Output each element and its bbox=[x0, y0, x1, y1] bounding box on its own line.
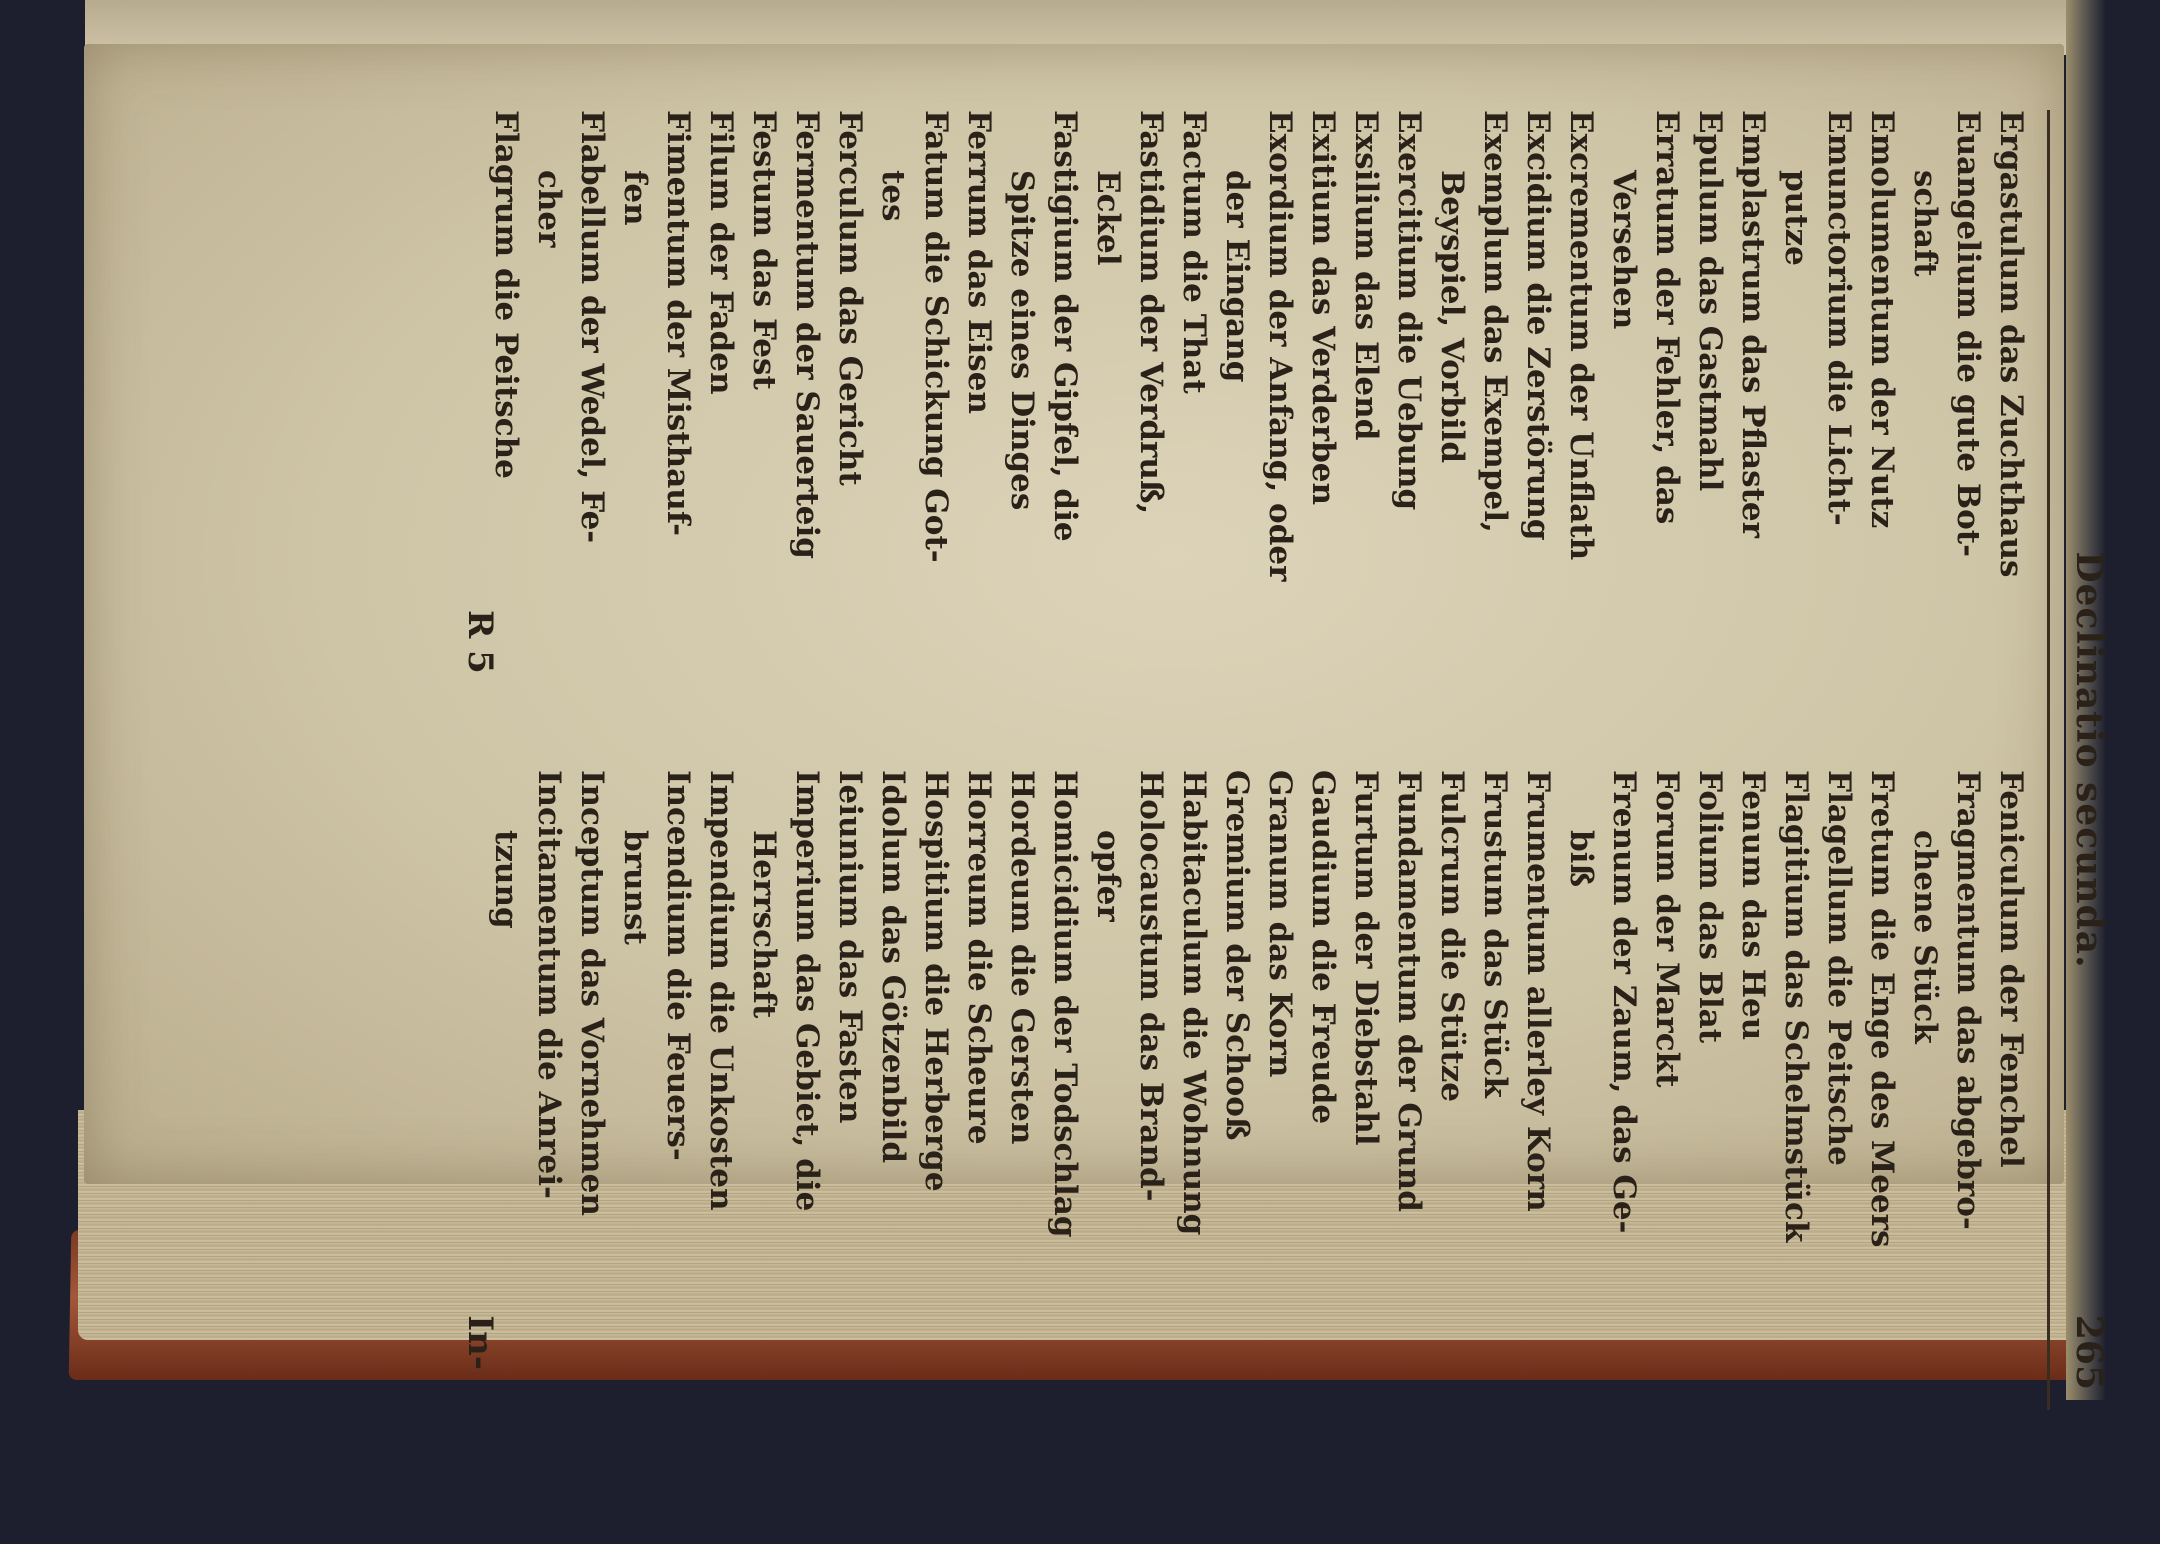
entry-text: Frumentum allerley Korn bbox=[1520, 770, 1556, 1212]
entry-text: Festum das Fest bbox=[746, 110, 782, 390]
entry-text: Frenum der Zaum, das Ge- bbox=[1606, 770, 1642, 1234]
entry-continuation: tzung bbox=[488, 830, 524, 929]
entry-text: Filum der Faden bbox=[703, 110, 739, 395]
entry-text: Excidium die Zerstörung bbox=[1520, 110, 1556, 541]
vocab-entry bbox=[1258, 770, 1301, 1390]
vocab-entry bbox=[871, 770, 914, 1390]
vocab-entry bbox=[1559, 110, 1602, 730]
vocab-entry bbox=[828, 110, 871, 730]
entry-text: Fastigium der Gipfel, die bbox=[1047, 110, 1083, 542]
entry-text: Hordeum die Gersten bbox=[1004, 770, 1040, 1145]
catchword: In- bbox=[460, 1315, 500, 1370]
vocab-entry bbox=[484, 770, 570, 1390]
entry-text: Flabellum der Wedel, Fe- bbox=[574, 110, 610, 544]
vocab-entry bbox=[699, 110, 742, 730]
entry-continuation: Eckel bbox=[1090, 170, 1126, 266]
entry-text: Inceptum das Vornehmen bbox=[574, 770, 610, 1216]
entry-continuation: schaft bbox=[1907, 170, 1943, 277]
entry-text: Holocaustum das Brand- bbox=[1133, 770, 1169, 1202]
vocab-entry bbox=[742, 770, 828, 1390]
entry-text: Exemplum das Exempel, bbox=[1477, 110, 1513, 533]
vocab-entry bbox=[828, 770, 871, 1390]
entry-text: Furtum der Diebstahl bbox=[1348, 770, 1384, 1146]
entry-continuation: cher bbox=[531, 170, 567, 248]
vocab-entry bbox=[1086, 770, 1172, 1390]
entry-continuation: der Eingang bbox=[1219, 170, 1255, 383]
entry-text: Granum das Korn bbox=[1262, 770, 1298, 1078]
entry-text: Fretum die Enge des Meers bbox=[1864, 770, 1900, 1248]
entry-continuation: opfer bbox=[1090, 830, 1126, 922]
vocab-entry bbox=[1989, 110, 2032, 730]
entry-text: Fenum das Heu bbox=[1735, 770, 1771, 1041]
entry-continuation: fen bbox=[617, 170, 653, 226]
entry-text: Erratum der Fehler, das bbox=[1649, 110, 1685, 525]
right-column bbox=[484, 770, 2032, 1390]
vocab-entry bbox=[527, 110, 613, 730]
entry-text: Exordium der Anfang, oder bbox=[1262, 110, 1298, 582]
vocab-entry bbox=[1473, 770, 1516, 1390]
vocab-entry bbox=[570, 770, 613, 1390]
entry-text: Exsilium das Elend bbox=[1348, 110, 1384, 441]
vocab-entry bbox=[1817, 770, 1860, 1390]
vocab-entry bbox=[613, 770, 699, 1390]
entry-text: Incendium die Feuers- bbox=[660, 770, 696, 1161]
entry-continuation: brunst bbox=[617, 830, 653, 945]
vocab-entry bbox=[1559, 770, 1645, 1390]
entry-text: Forum der Marckt bbox=[1649, 770, 1685, 1088]
page-title: Declinatio secunda. bbox=[2068, 551, 2110, 969]
vocab-entry bbox=[1860, 770, 1903, 1390]
entry-text: Imperium das Gebiet, die bbox=[789, 770, 825, 1212]
vocab-entry bbox=[1086, 110, 1172, 730]
vocab-entry bbox=[699, 770, 742, 1390]
entry-text: Hospitium die Herberge bbox=[918, 770, 954, 1192]
page-number: 265 bbox=[2068, 1314, 2110, 1390]
vocab-entry bbox=[1731, 110, 1774, 730]
entry-text: Fastidium der Verdruß, bbox=[1133, 110, 1169, 515]
entry-continuation: Beyspiel, Vorbild bbox=[1434, 170, 1470, 464]
entry-text: Factum die That bbox=[1176, 110, 1212, 394]
vocab-entry bbox=[1602, 110, 1688, 730]
vocab-entry bbox=[1688, 770, 1731, 1390]
vocab-entry bbox=[613, 110, 699, 730]
entry-text: Flagrum die Peitsche bbox=[488, 110, 524, 479]
entry-text: Impendium die Unkosten bbox=[703, 770, 739, 1211]
vocab-entry bbox=[1688, 110, 1731, 730]
vocab-entry bbox=[1430, 110, 1516, 730]
vocab-entry bbox=[957, 110, 1000, 730]
vocab-entry bbox=[1645, 770, 1688, 1390]
vocab-entry bbox=[1000, 110, 1086, 730]
entry-text: Ferculum das Gericht bbox=[832, 110, 868, 486]
entry-text: Fulcrum die Stütze bbox=[1434, 770, 1470, 1102]
running-head bbox=[2050, 110, 2110, 1410]
page-text-block bbox=[50, 110, 2150, 1410]
entry-text: Euangelium die gute Bot- bbox=[1950, 110, 1986, 557]
entry-text: Homicidium der Todschlag bbox=[1047, 770, 1083, 1238]
vocab-entry bbox=[1172, 110, 1215, 730]
vocab-entry bbox=[914, 770, 957, 1390]
left-column bbox=[484, 110, 2032, 730]
vocab-entry bbox=[742, 110, 785, 730]
entry-text: Flagellum die Peitsche bbox=[1821, 770, 1857, 1166]
entry-text: Gaudium die Freude bbox=[1305, 770, 1341, 1125]
head-rule bbox=[2047, 110, 2050, 1410]
entry-text: Fragmentum das abgebro- bbox=[1950, 770, 1986, 1230]
vocab-entry bbox=[1430, 770, 1473, 1390]
entry-text: Epulum das Gastmahl bbox=[1692, 110, 1728, 492]
entry-continuation: tes bbox=[875, 170, 911, 222]
vocab-entry bbox=[1172, 770, 1215, 1390]
entry-text: Emunctorium die Licht- bbox=[1821, 110, 1857, 526]
entry-text: Gremium der Schooß bbox=[1219, 770, 1255, 1141]
entry-text: Ferrum das Eisen bbox=[961, 110, 997, 414]
vocab-entry bbox=[1731, 770, 1774, 1390]
vocab-entry bbox=[1344, 110, 1387, 730]
entry-continuation: Spitze eines Dinges bbox=[1004, 170, 1040, 511]
vocab-entry bbox=[1215, 110, 1301, 730]
vocab-entry bbox=[1516, 770, 1559, 1390]
entry-text: Exitium das Verderben bbox=[1305, 110, 1341, 506]
signature-mark: R 5 bbox=[460, 610, 500, 674]
vocab-entry bbox=[1387, 110, 1430, 730]
entry-text: Ieiunium das Fasten bbox=[832, 770, 868, 1124]
vocab-entry bbox=[1301, 110, 1344, 730]
entry-text: Frustum das Stück bbox=[1477, 770, 1513, 1098]
vocab-entry bbox=[785, 110, 828, 730]
vocab-entry bbox=[1043, 770, 1086, 1390]
entry-continuation: chene Stück bbox=[1907, 830, 1943, 1044]
vocab-entry bbox=[1774, 110, 1860, 730]
vocab-entry bbox=[1215, 770, 1258, 1390]
vocab-entry bbox=[1516, 110, 1559, 730]
vocab-entry bbox=[1344, 770, 1387, 1390]
entry-text: Habitaculum die Wohnung bbox=[1176, 770, 1212, 1236]
entry-text: Fundamentum der Grund bbox=[1391, 770, 1427, 1212]
vocab-entry bbox=[1989, 770, 2032, 1390]
entry-text: Horreum die Scheure bbox=[961, 770, 997, 1145]
entry-text: Fatum die Schickung Got- bbox=[918, 110, 954, 563]
entry-continuation: putze bbox=[1778, 170, 1814, 266]
entry-text: Emolumentum der Nutz bbox=[1864, 110, 1900, 529]
vocab-entry bbox=[1774, 770, 1817, 1390]
vocab-entry bbox=[1000, 770, 1043, 1390]
entry-text: Feniculum der Fenchel bbox=[1993, 770, 2029, 1168]
entry-text: Fimentum der Misthauf- bbox=[660, 110, 696, 536]
entry-text: Exercitium die Uebung bbox=[1391, 110, 1427, 511]
entry-text: Fermentum der Sauerteig bbox=[789, 110, 825, 559]
entry-text: Ergastulum das Zuchthaus bbox=[1993, 110, 2029, 578]
entry-text: Idolum das Götzenbild bbox=[875, 770, 911, 1164]
vocab-entry bbox=[871, 110, 957, 730]
entry-text: Incitamentum die Anrei- bbox=[531, 770, 567, 1199]
entry-continuation: Herrschaft bbox=[746, 830, 782, 1019]
entry-continuation: biß bbox=[1563, 830, 1599, 888]
vocab-entry bbox=[1387, 770, 1430, 1390]
vocab-entry bbox=[957, 770, 1000, 1390]
vocab-entry bbox=[1860, 110, 1903, 730]
entry-text: Flagitium das Schelmstück bbox=[1778, 770, 1814, 1243]
vocab-entry bbox=[1903, 770, 1989, 1390]
entry-continuation: Versehen bbox=[1606, 170, 1642, 330]
entry-text: Emplastrum das Pflaster bbox=[1735, 110, 1771, 538]
vocab-entry bbox=[1301, 770, 1344, 1390]
vocab-entry bbox=[1903, 110, 1989, 730]
entry-text: Folium das Blat bbox=[1692, 770, 1728, 1044]
entry-text: Excrementum der Unflath bbox=[1563, 110, 1599, 561]
